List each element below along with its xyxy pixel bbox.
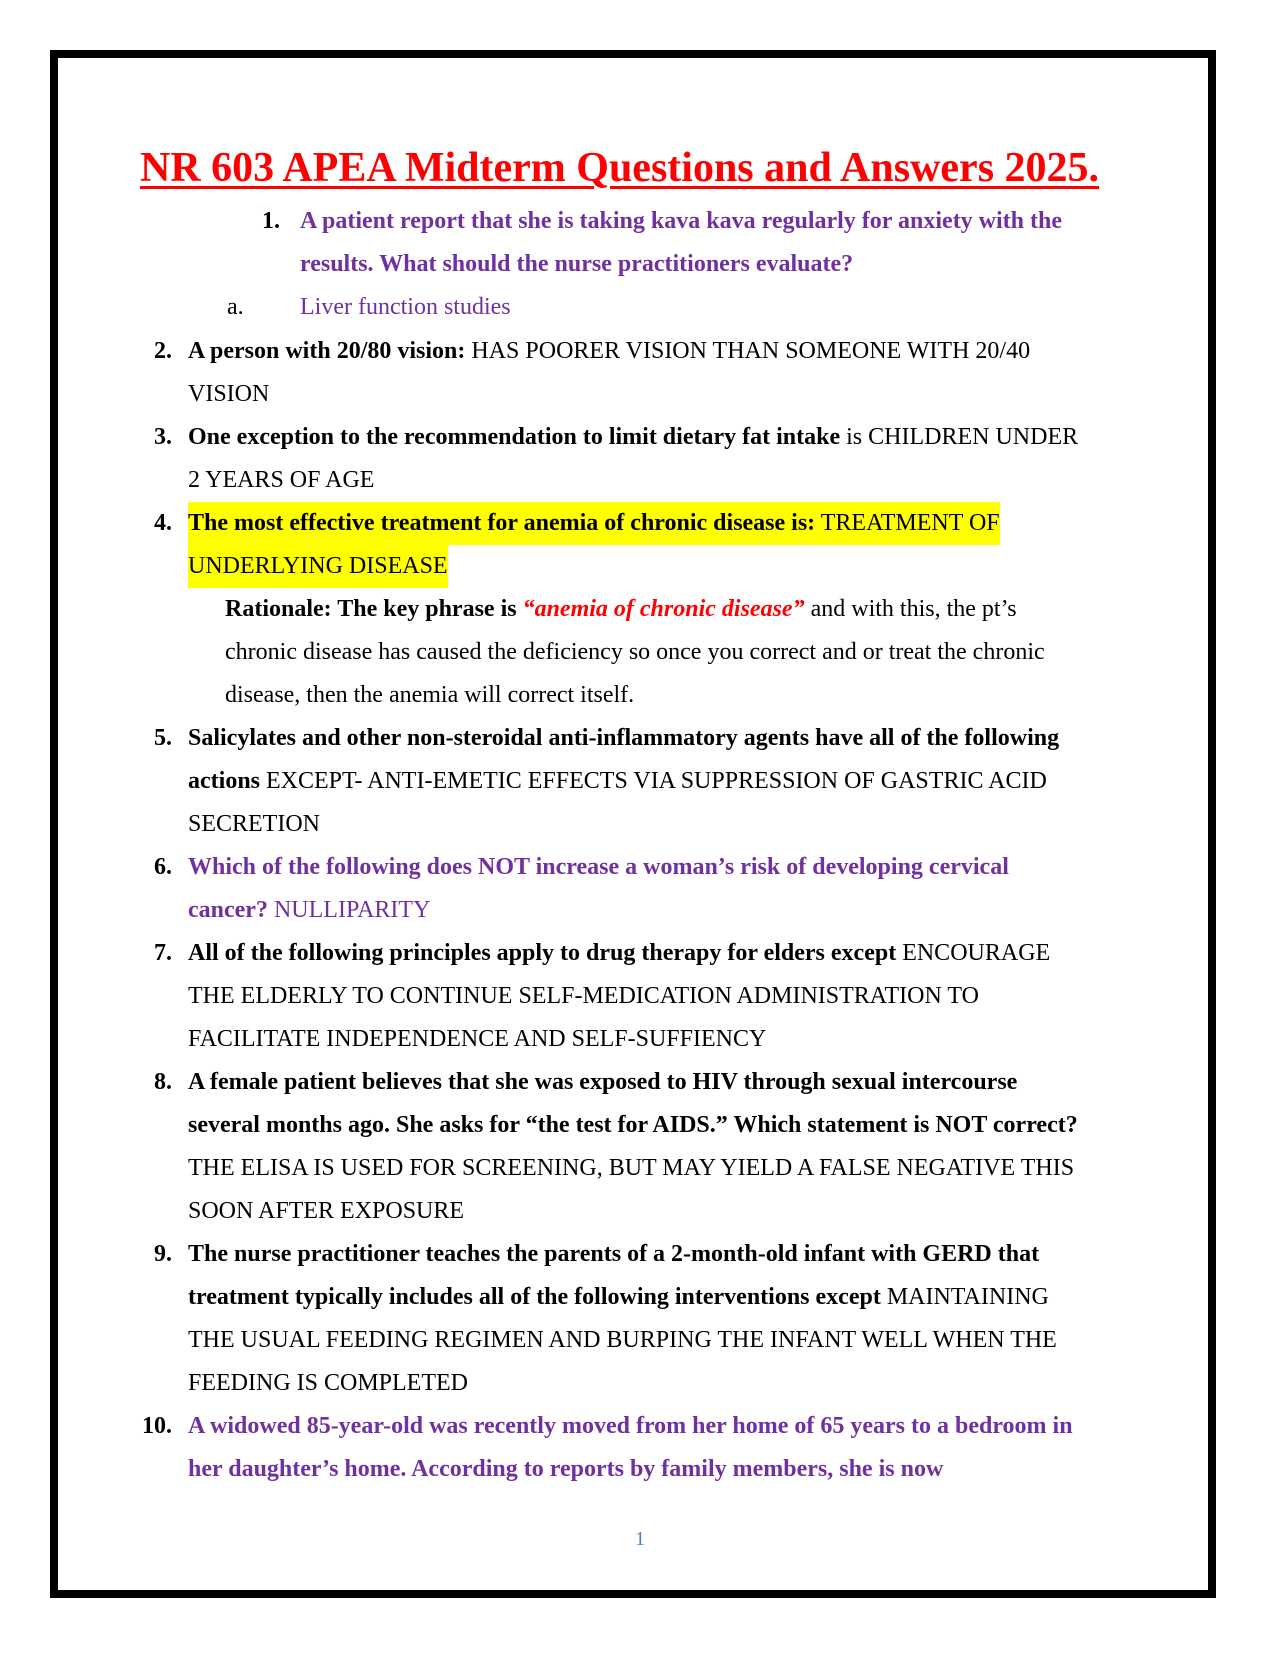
question-number: 6. bbox=[154, 854, 172, 880]
rationale-label: Rationale: The key phrase is bbox=[225, 596, 523, 622]
question-number: 10. bbox=[142, 1413, 172, 1439]
question-text: actions bbox=[188, 768, 260, 794]
question-text: A patient report that she is taking kava kava regularly for anxiety with the bbox=[300, 208, 1063, 234]
question-line bbox=[188, 1276, 1049, 1319]
question-text: The nurse practitioner teaches the parents of a 2-month-old infant with GERD that bbox=[188, 1241, 1040, 1267]
answer-text: is CHILDREN UNDER bbox=[840, 424, 1079, 450]
answer-text: UNDERLYING DISEASE bbox=[188, 545, 448, 588]
answer-text: THE ELDERLY TO CONTINUE SELF-MEDICATION ADMINISTRATION TO bbox=[188, 983, 979, 1009]
answer-text: HAS POORER VISION THAN SOMEONE WITH 20/40 bbox=[465, 338, 1031, 364]
question-text: All of the following principles apply to drug therapy for elders except bbox=[188, 940, 897, 966]
question-line bbox=[188, 416, 1078, 459]
question-text: cancer? bbox=[188, 897, 268, 923]
question-text: Which of the following does NOT increase a woman’s risk of developing cervical bbox=[188, 854, 1009, 880]
question-line bbox=[188, 330, 1030, 373]
question-number: 9. bbox=[154, 1241, 172, 1267]
question-text: A female patient believes that she was exposed to HIV through sexual intercourse bbox=[188, 1069, 1018, 1095]
question-number: 8. bbox=[154, 1069, 172, 1095]
answer-text: ENCOURAGE bbox=[896, 940, 1051, 966]
question-text: Salicylates and other non-steroidal anti-inflammatory agents have all of the following bbox=[188, 725, 1060, 751]
question-text: The most effective treatment for anemia of chronic disease is: bbox=[188, 510, 816, 536]
answer-text: VISION bbox=[188, 381, 270, 407]
question-text: A person with 20/80 vision: bbox=[188, 338, 466, 364]
question-number: 3. bbox=[154, 424, 172, 450]
question-number: 7. bbox=[154, 940, 172, 966]
answer-text: SOON AFTER EXPOSURE bbox=[188, 1198, 465, 1224]
answer-text: THE ELISA IS USED FOR SCREENING, BUT MAY YIELD A FALSE NEGATIVE THIS bbox=[188, 1155, 1075, 1181]
question-text: treatment typically includes all of the following interventions except bbox=[188, 1284, 881, 1310]
rationale-text: and with this, the pt’s bbox=[804, 596, 1017, 622]
highlighted-line bbox=[188, 502, 1000, 545]
answer-text: MAINTAINING bbox=[880, 1284, 1049, 1310]
question-number: 2. bbox=[154, 338, 172, 364]
rationale-text: chronic disease has caused the deficiency so once you correct and or treat the chronic bbox=[225, 639, 1045, 665]
answer-text: EXCEPT- ANTI-EMETIC EFFECTS VIA SUPPRESSION OF GASTRIC ACID bbox=[260, 768, 1047, 794]
question-number: 5. bbox=[154, 725, 172, 751]
answer-text: FEEDING IS COMPLETED bbox=[188, 1370, 468, 1396]
rationale-text: disease, then the anemia will correct itself. bbox=[225, 682, 635, 708]
rationale-line bbox=[225, 588, 1017, 631]
answer-text: FACILITATE INDEPENDENCE AND SELF-SUFFIENCY bbox=[188, 1026, 767, 1052]
question-text: her daughter’s home. According to reports by family members, she is now bbox=[188, 1456, 944, 1482]
question-line bbox=[188, 889, 430, 932]
document-title: NR 603 APEA Midterm Questions and Answers 2025. bbox=[140, 145, 1100, 191]
question-line bbox=[188, 760, 1047, 803]
question-text: A widowed 85-year-old was recently moved from her home of 65 years to a bedroom in bbox=[188, 1413, 1073, 1439]
question-text: several months ago. She asks for “the test for AIDS.” Which statement is NOT correct? bbox=[188, 1112, 1078, 1138]
answer-text: TREATMENT OF bbox=[815, 510, 1000, 536]
question-number: 4. bbox=[154, 510, 172, 536]
question-text: results. What should the nurse practitioners evaluate? bbox=[300, 251, 854, 277]
option-letter: a. bbox=[227, 294, 244, 320]
answer-text: SECRETION bbox=[188, 811, 320, 837]
answer-text: THE USUAL FEEDING REGIMEN AND BURPING THE INFANT WELL WHEN THE bbox=[188, 1327, 1057, 1353]
question-number: 1. bbox=[262, 208, 280, 234]
question-text: One exception to the recommendation to limit dietary fat intake bbox=[188, 424, 841, 450]
answer-text: Liver function studies bbox=[300, 294, 511, 320]
answer-text: 2 YEARS OF AGE bbox=[188, 467, 375, 493]
question-line bbox=[188, 932, 1050, 975]
answer-text: NULLIPARITY bbox=[267, 897, 431, 923]
rationale-key-phrase: “anemia of chronic disease” bbox=[522, 596, 805, 622]
page-number: 1 bbox=[635, 1528, 645, 1550]
